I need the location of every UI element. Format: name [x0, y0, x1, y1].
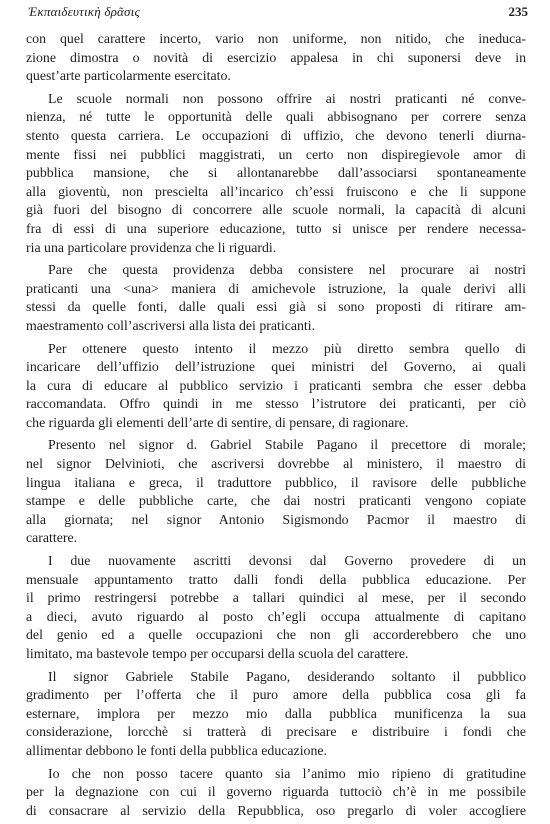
text-line: già fuori del bisogno di concorrere alle scuole normali, la capacità di alcuni — [26, 202, 526, 218]
paragraph — [26, 340, 526, 433]
text-line: Le scuole normali non possono offrire ai nostri praticanti né conve- — [48, 90, 526, 106]
text-line: raccomandata. Offro quindi in me stesso l’istrutore dei praticanti, per ciò — [26, 396, 526, 412]
text-line: Il signor Gabriele Stabile Pagano, desiderando soltanto il pubblico — [48, 668, 526, 684]
text-line: nienza, né tutte le opportunità delle quali abbisognano per correre senza — [26, 109, 526, 125]
text-line: lingua italiana e greca, il traduttore pubblico, il ravisore delle pubbliche — [26, 474, 526, 490]
paragraph — [26, 552, 526, 664]
text-line: alla giornata; nel signor Antonio Sigismondo Pacmor il maestro di — [26, 511, 526, 527]
page-number: 235 — [508, 4, 528, 19]
paragraph — [26, 261, 526, 335]
text-line: incaricare dell’uffizio dell’istruzione quei ministri del Governo, ai quali — [26, 359, 526, 375]
text-line: maestramento coll’ascriversi alla lista dei praticanti. — [26, 317, 316, 333]
text-line: ria una particolare providenza che li riguardi. — [26, 239, 277, 255]
paragraph — [26, 436, 526, 548]
text-line: che riguarda gli elementi dell’arte di sentire, di pensare, di ragionare. — [26, 414, 409, 430]
text-line: mensuale appuntamento tratto dalli fondi della pubblica educazione. Per — [26, 571, 526, 587]
text-line: con quel carattere incerto, vario non uniforme, non nitido, che ineduca- — [26, 31, 526, 46]
text-line: zione dimostra o novità di esercizio appalesa in chi suponersi deve in — [26, 49, 526, 65]
text-line: fra di essi di una superiore educazione, tutto si unisce per rendere necessa- — [26, 220, 526, 236]
running-title: Ἐκπαιδευτικὴ δρᾶσις — [28, 4, 140, 19]
text-line: Io che non posso tacere quanto sia l’animo mio ripieno di gratitudine — [48, 765, 526, 781]
text-line: alla gioventù, non prescielta all’incarico ch’essi fruiscono e che li suppone — [26, 183, 526, 199]
page-header — [28, 4, 528, 22]
text-line: stessi da quelle fonti, dalle quali essi già si sono proposti di ritirare am- — [26, 299, 526, 315]
text-line: stampe e delle pubbliche carte, che dai nostri praticanti vengono copiate — [26, 493, 526, 509]
text-line: nel signor Delvinioti, che ascriversi dovrebbe al ministero, il maestro di — [26, 456, 526, 472]
paragraph — [26, 765, 526, 821]
text-line: mente fissi nei pubblici maggistrati, un certo non dispiregievole amor di — [26, 146, 526, 162]
text-line: la cura di educare al pubblico servizio i praticanti sembra che esser debba — [26, 377, 526, 393]
text-line: limitato, ma bastevole tempo per occuparsi della scuola del carattere. — [26, 646, 409, 661]
paragraph — [26, 30, 526, 86]
text-line: per la degnazione con cui il governo riguarda tuttociò ch’è in me possibile — [26, 784, 526, 800]
text-line: a dieci, avuto riguardo al posto ch’egli occupa attualmente di capitano — [26, 608, 526, 624]
text-line: pubblica mansione, che si allontanarebbe dall’associarsi spontaneamente — [26, 165, 526, 181]
text-line: Presento nel signor d. Gabriel Stabile Pagano il precettore di morale; — [48, 437, 526, 453]
text-line: praticanti una <una> maniera di amichevole istruzione, la quale derivi alli — [26, 280, 526, 296]
text-line: I due nuovamente ascritti devonsi dal Governo provedere di un — [48, 553, 526, 569]
text-line: Pare che questa providenza debba consistere nel procurare ai nostri — [48, 262, 526, 278]
paragraph — [26, 668, 526, 761]
paragraph — [26, 90, 526, 257]
body-text — [26, 30, 526, 824]
text-line: carattere. — [26, 530, 78, 546]
text-line: del genio ed a quelle occupazioni che non gli accorderebbero che uno — [26, 627, 526, 643]
text-line: esternare, implora per mezzo mio dalla pubblica munificenza la sua — [26, 705, 526, 721]
text-line: allimentar debbono le fonti della pubblica educazione. — [26, 742, 327, 758]
text-line: il primo restringersi potrebbe a tallari quindici al mese, per il secondo — [26, 590, 526, 606]
text-line: stento questa carriera. Le occupazioni di uffizio, che devono tenerli diurna- — [26, 127, 526, 143]
text-line: considerazione, lorcchè si tratterà di precisare e distribuire i fondi che — [26, 724, 526, 740]
text-line: quest’arte particolarmente esercitato. — [26, 68, 231, 84]
text-line: gradimento per l’offerta che il puro amore della pubblica cosa gli fa — [26, 687, 526, 703]
text-line: di consacrare al servizio della Repubblica, oso pregarlo di voler accogliere — [26, 802, 526, 818]
text-line: Per ottenere questo intento il mezzo più diretto sembra quello di — [48, 340, 526, 356]
